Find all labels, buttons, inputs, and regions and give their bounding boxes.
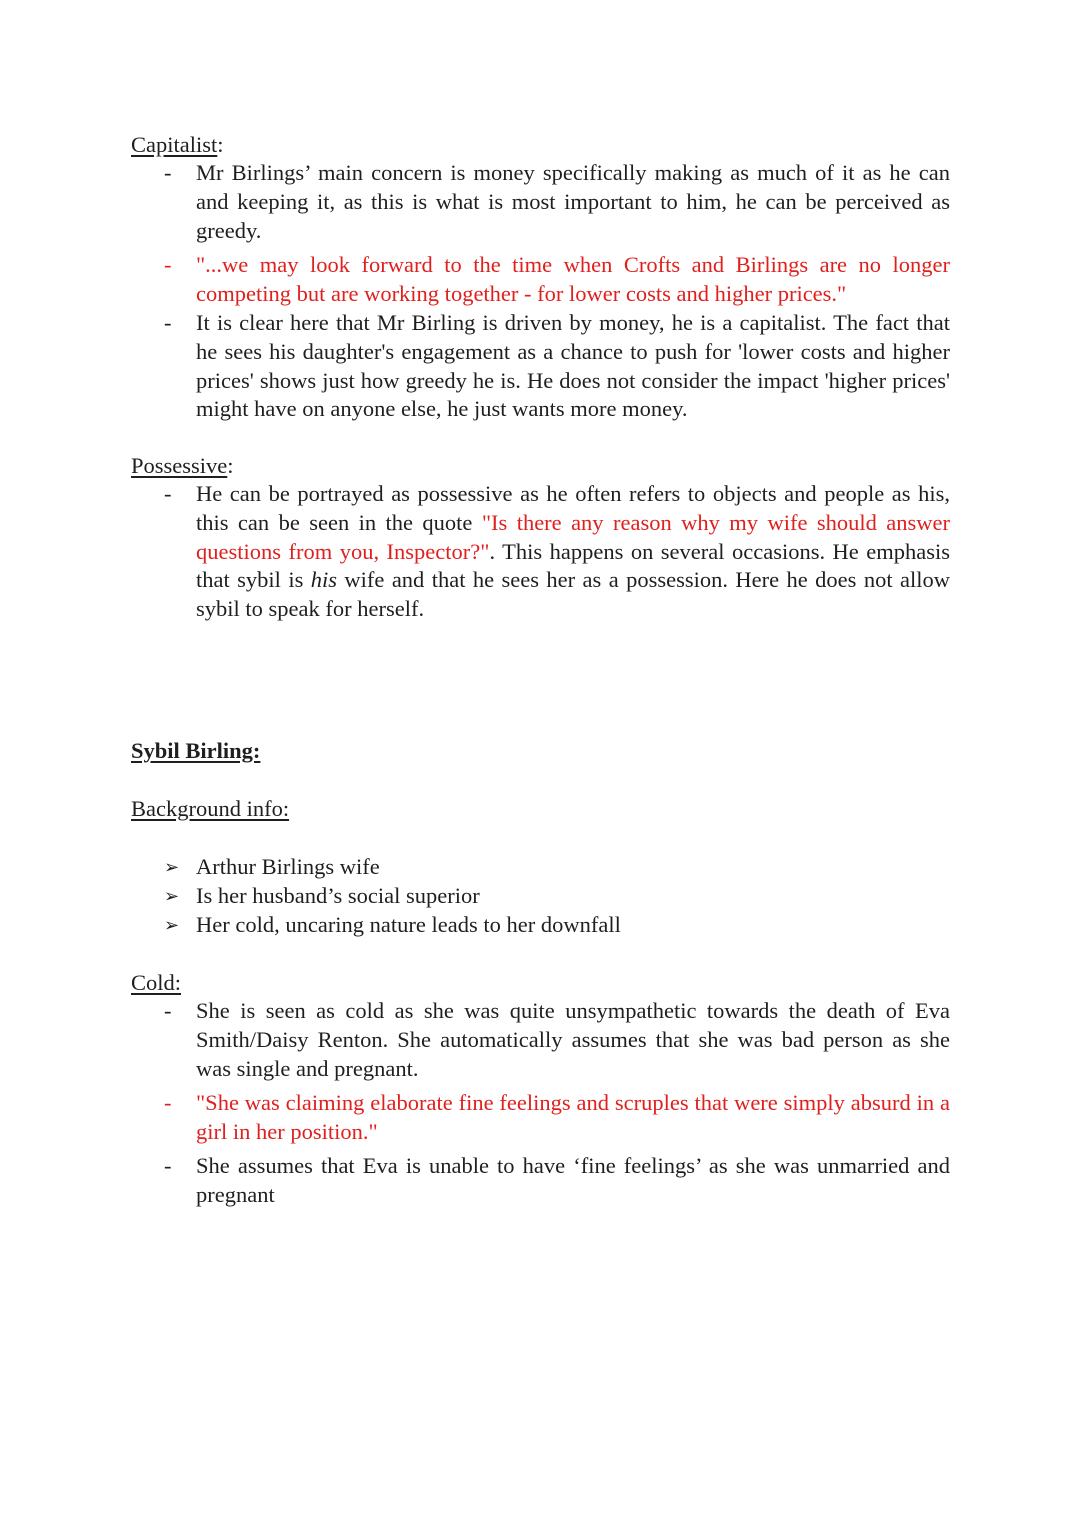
- heading-colon: :: [217, 132, 224, 157]
- capitalist-point-1: [160, 159, 950, 245]
- arrow-bullet-icon: ➢: [164, 886, 180, 906]
- capitalist-quote: [160, 251, 950, 309]
- background-text: Is her husband’s social superior: [196, 883, 480, 908]
- point-text: [196, 480, 950, 624]
- capitalist-heading: [131, 131, 224, 159]
- dash-bullet: -: [164, 998, 172, 1023]
- possessive-heading: [131, 452, 234, 480]
- background-text: Arthur Birlings wife: [196, 854, 380, 879]
- dash-bullet: -: [164, 310, 172, 335]
- heading-colon: :: [227, 453, 234, 478]
- text-segment: wife and that he sees her as a possession. Here he does not allow sybil to speak for herself.: [196, 567, 950, 622]
- capitalist-heading-text: Capitalist: [131, 132, 218, 157]
- italic-emphasis: his: [310, 567, 338, 593]
- arrow-bullet-icon: ➢: [164, 915, 180, 935]
- cold-point-2: [160, 1152, 950, 1210]
- point-text: It is clear here that Mr Birling is driven by money, he is a capitalist. The fact that he sees his daughter's engagement as a chance to push for 'lower costs and higher prices' shows just how greedy he is. He does not consider the impact 'higher prices' might have on anyone else, he just wants more money.: [196, 310, 950, 422]
- dash-bullet: -: [164, 1090, 172, 1115]
- background-text: Her cold, uncaring nature leads to her downfall: [196, 912, 621, 937]
- dash-bullet: -: [164, 481, 172, 506]
- text-segment: He can be portrayed as possessive as he often refers to objects and people as his, this can be seen in the quote: [196, 481, 950, 535]
- quote-text: "She was claiming elaborate fine feelings and scruples that were simply absurd in a girl in her position.": [196, 1090, 950, 1144]
- dash-bullet: -: [164, 160, 172, 185]
- cold-quote: [160, 1089, 950, 1147]
- background-item-3: [160, 911, 950, 940]
- inline-quote: "Is there any reason why my wife should answer questions from you, Inspector?": [196, 509, 950, 564]
- point-text: Mr Birlings’ main concern is money specifically making as much of it as he can and keeping it, as this is what is most important to him, he can be perceived as greedy.: [196, 160, 950, 243]
- sybil-title-text: Sybil Birling:: [131, 738, 261, 763]
- arrow-bullet-icon: ➢: [164, 857, 180, 877]
- point-text: She assumes that Eva is unable to have ‘fine feelings’ as she was unmarried and pregnant: [196, 1153, 950, 1207]
- dash-bullet: -: [164, 252, 172, 277]
- background-heading: [131, 795, 289, 823]
- possessive-point: [160, 480, 950, 624]
- capitalist-point-2: [160, 309, 950, 424]
- sybil-title: [131, 737, 260, 765]
- cold-point-1: [160, 997, 950, 1083]
- dash-bullet: -: [164, 1153, 172, 1178]
- point-text: She is seen as cold as she was quite unsympathetic towards the death of Eva Smith/Daisy Renton. She automatically assumes that she was bad person as she was single and pregnant.: [196, 998, 950, 1081]
- text-segment: . This happens on several occasions. He emphasis that sybil is: [196, 538, 951, 593]
- quote-text: "...we may look forward to the time when Crofts and Birlings are no longer competing but are working together - for lower costs and higher prices.": [196, 252, 950, 306]
- cold-heading-text: Cold:: [131, 970, 182, 995]
- cold-heading: [131, 969, 181, 997]
- background-item-2: [160, 882, 950, 911]
- possessive-heading-text: Possessive: [131, 453, 228, 478]
- background-item-1: [160, 853, 950, 882]
- background-heading-text: Background info:: [131, 796, 290, 821]
